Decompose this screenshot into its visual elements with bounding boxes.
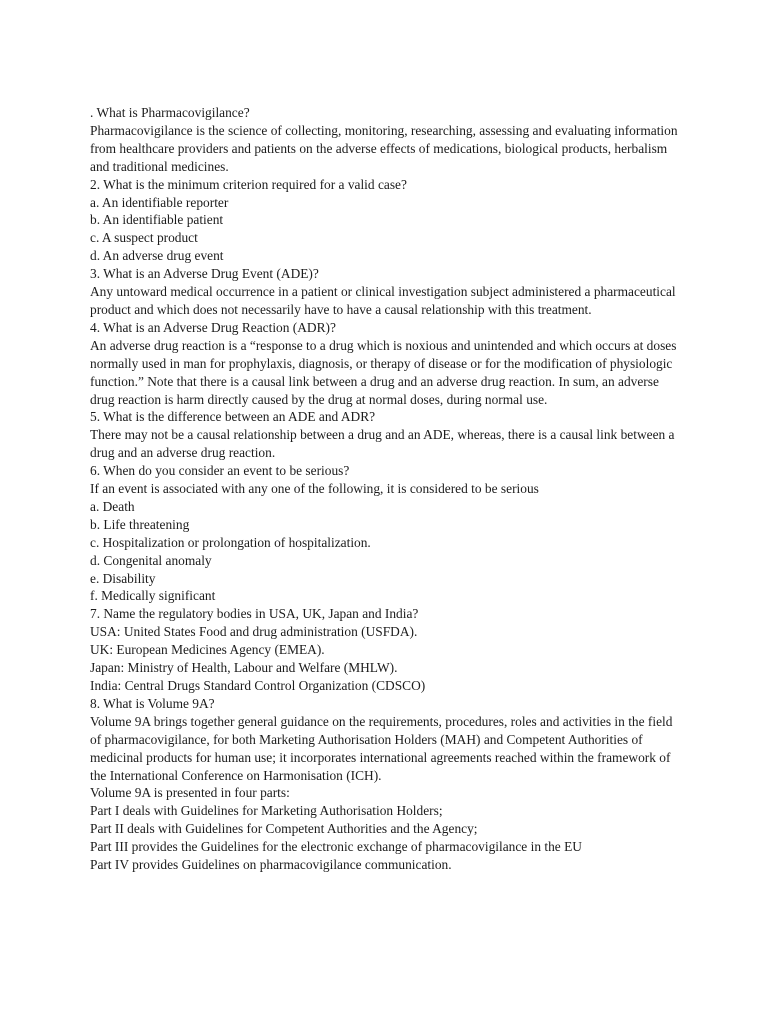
text-line: Pharmacovigilance is the science of collecting, monitoring, researching, assessing and evaluating information from healthcare providers and patients on the adverse effects of medications, biological products, herbalism and traditional medicines. bbox=[90, 122, 678, 174]
text-line: a. Death bbox=[90, 498, 135, 514]
text-line: Part II deals with Guidelines for Competent Authorities and the Agency; bbox=[90, 821, 478, 837]
text-line: d. Congenital anomaly bbox=[90, 552, 212, 568]
text-line: 7. Name the regulatory bodies in USA, UK, Japan and India? bbox=[90, 606, 419, 622]
text-line: b. Life threatening bbox=[90, 516, 190, 532]
text-line: 4. What is an Adverse Drug Reaction (ADR)? bbox=[90, 319, 336, 335]
text-line: Volume 9A brings together general guidance on the requirements, procedures, roles and activities in the field of pharmacovigilance, for both Marketing Authorisation Holders (MAH) and Competent Authorities of medicinal products for human use; it incorporates international agreements reached within the framework of the International Conference on Harmonisation (ICH). bbox=[90, 713, 673, 783]
text-line: Part IV provides Guidelines on pharmacovigilance communication. bbox=[90, 857, 452, 873]
text-line: 6. When do you consider an event to be serious? bbox=[90, 463, 350, 479]
text-line: c. A suspect product bbox=[90, 230, 198, 246]
text-line: Japan: Ministry of Health, Labour and Welfare (MHLW). bbox=[90, 660, 398, 676]
text-line: If an event is associated with any one of the following, it is considered to be serious bbox=[90, 481, 539, 497]
text-line: Part I deals with Guidelines for Marketing Authorisation Holders; bbox=[90, 803, 443, 819]
text-line: Any untoward medical occurrence in a patient or clinical investigation subject administered a pharmaceutical product and which does not necessarily have to have a causal relationship with this treatment. bbox=[90, 284, 676, 317]
text-line: d. An adverse drug event bbox=[90, 248, 224, 264]
text-line: An adverse drug reaction is a “response to a drug which is noxious and unintended and which occurs at doses normally used in man for prophylaxis, diagnosis, or therapy of disease or for the modification of physiologic function.” Note that there is a causal link between a drug and an adverse drug reaction. In sum, an adverse drug reaction is harm directly caused by the drug at normal doses, during normal use. bbox=[90, 337, 677, 407]
text-line: USA: United States Food and drug administration (USFDA). bbox=[90, 624, 418, 640]
text-line: There may not be a causal relationship between a drug and an ADE, whereas, there is a causal link between a drug and an adverse drug reaction. bbox=[90, 427, 675, 461]
text-line: e. Disability bbox=[90, 570, 156, 586]
text-line: a. An identifiable reporter bbox=[90, 194, 229, 210]
text-line: Volume 9A is presented in four parts: bbox=[90, 785, 290, 801]
text-line: UK: European Medicines Agency (EMEA). bbox=[90, 642, 325, 658]
text-line: b. An identifiable patient bbox=[90, 212, 224, 228]
text-line: 8. What is Volume 9A? bbox=[90, 695, 215, 711]
text-line: 3. What is an Adverse Drug Event (ADE)? bbox=[90, 266, 319, 282]
text-line: India: Central Drugs Standard Control Organization (CDSCO) bbox=[90, 678, 426, 693]
document-body bbox=[90, 104, 678, 874]
text-line: Part III provides the Guidelines for the electronic exchange of pharmacovigilance in the EU bbox=[90, 839, 582, 855]
text-line: c. Hospitalization or prolongation of hospitalization. bbox=[90, 534, 371, 550]
text-line: . What is Pharmacovigilance? bbox=[90, 105, 250, 120]
text-line: 5. What is the difference between an ADE and ADR? bbox=[90, 409, 376, 425]
text-line: f. Medically significant bbox=[90, 588, 216, 604]
text-line: 2. What is the minimum criterion required for a valid case? bbox=[90, 176, 407, 192]
